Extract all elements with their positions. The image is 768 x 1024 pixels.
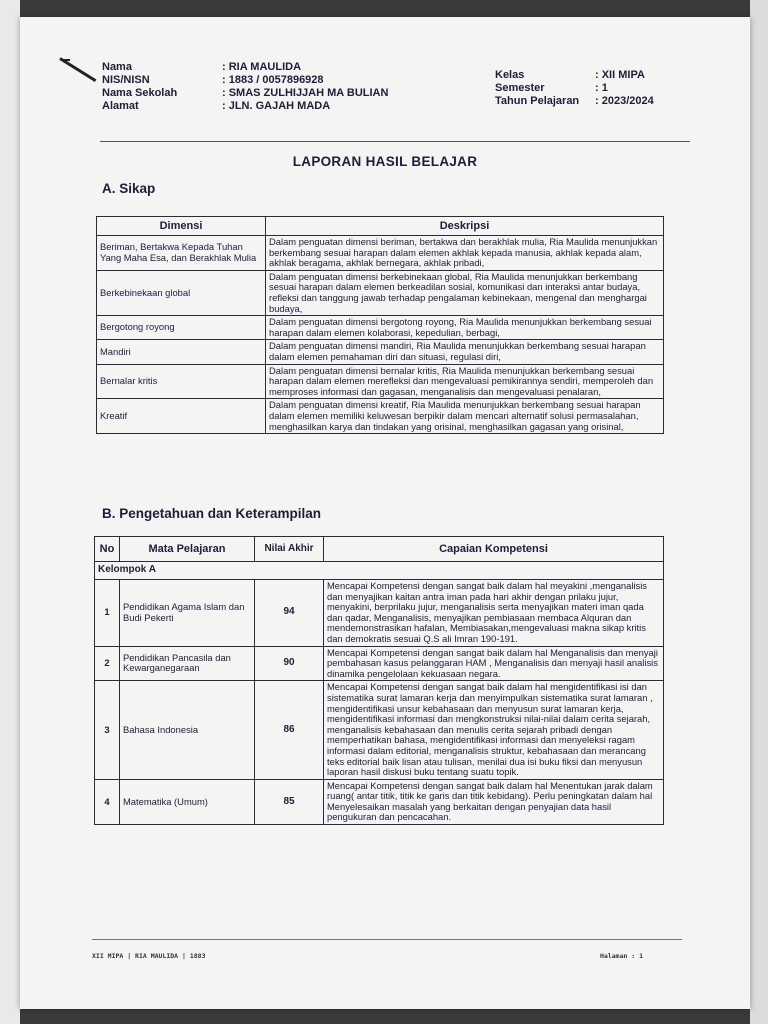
info-row-alamat [102, 100, 388, 113]
dimensi-cell: Bernalar kritis [97, 364, 266, 399]
capaian-cell: Mencapai Kompetensi dengan sangat baik dalam hal meyakini ,menganalisis dan menyajikan kaitan antra iman pada hari akhir dengan prilaku jujur, menyakini, berprilaku jujur, menganalisis serta menyajikan materi iman qada dan qadar, Menganalisis, menyajikan pembiasaan membaca Alquran dan mendemonstrasikan hafalan, Membiasakan,mengevaluasi makna sikap kritis dan demokratis sesuai Q.S ali Imran 190-191. [324, 580, 664, 647]
info-label: Kelas [495, 69, 525, 81]
info-value: : 2023/2024 [595, 95, 654, 107]
page-title: LAPORAN HASIL BELAJAR [292, 154, 478, 169]
capaian-cell: Mencapai Kompetensi dengan sangat baik dalam hal Menentukan jarak dalam ruang( antar titik, titik ke garis dan titik kebidang). Perlu peningkatan dalam hal Menyelesaikan masalah yang berkaitan dengan penyajian data hasil pengukuran dan pencacahan. [324, 779, 664, 824]
table-row [95, 779, 664, 824]
table-row [97, 364, 664, 399]
info-label: Nama [102, 61, 132, 73]
background-left [0, 0, 20, 1024]
info-row-sekolah [102, 87, 388, 100]
nilai-cell: 94 [255, 580, 324, 647]
info-label: Tahun Pelajaran [495, 95, 580, 107]
no-cell: 2 [95, 646, 120, 681]
footer-page-number: Halaman : 1 [600, 952, 644, 960]
sikap-table [96, 216, 664, 434]
column-header-capaian: Capaian Kompetensi [324, 537, 664, 562]
info-value: : XII MIPA [595, 69, 645, 81]
mapel-cell: Bahasa Indonesia [120, 681, 255, 779]
no-cell: 1 [95, 580, 120, 647]
info-label: Nama Sekolah [102, 87, 178, 99]
column-header-no: No [95, 537, 120, 562]
table-row [97, 270, 664, 315]
table-header-row [95, 537, 664, 562]
table-row [97, 316, 664, 340]
table-row [97, 236, 664, 271]
nilai-cell: 90 [255, 646, 324, 681]
table-row [97, 399, 664, 434]
info-label: NIS/NISN [102, 74, 150, 86]
info-value: : 1 [595, 82, 608, 94]
table-header-row [97, 217, 664, 236]
info-row-nama [102, 61, 388, 74]
dimensi-cell: Beriman, Bertakwa Kepada Tuhan Yang Maha Esa, dan Berakhlak Mulia [97, 236, 266, 271]
deskripsi-cell: Dalam penguatan dimensi bernalar kritis, Ria Maulida menunjukkan berkembang sesuai harapan dalam elemen merefleksi dan mengevaluasi pemikirannya sendiri, memperoleh dan memproses informasi dan gagasan, menganalisis dan mengevaluasi penalaran, [266, 364, 664, 399]
student-info [102, 61, 388, 113]
info-row-tahun [495, 95, 654, 108]
table-row [95, 646, 664, 681]
report-page [20, 17, 750, 1009]
deskripsi-cell: Dalam penguatan dimensi bergotong royong, Ria Maulida menunjukkan berkembang sesuai harapan dalam elemen kolaborasi, kepedulian, berbagi, [266, 316, 664, 340]
no-cell: 3 [95, 681, 120, 779]
mapel-cell: Pendidikan Pancasila dan Kewarganegaraan [120, 646, 255, 681]
capaian-cell: Mencapai Kompetensi dengan sangat baik dalam hal mengidentifikasi isi dan sistematika surat lamaran kerja dan menyimpulkan sistematika surat lamaran , mengidentifikasi unsur kebahasaan dan menyusun surat lamaran kerja, mengidentifikasi informasi dan mengkonstruksi nilai-nilai dalam cerita sejarah, menganalisis kebahasaan dan menulis cerita sejarah pribadi dengan memperhatikan bahasa, mengidentifikasi informasi dan menyeleksi ragam informasi dalam editorial, menganalisis struktur, kebahasaan dan merancang teks editorial baik lisan atau tulisan, menilai dua isi buku fiksi dan menyusun laporan hasil diskusi buku tentang suatu topik. [324, 681, 664, 779]
deskripsi-cell: Dalam penguatan dimensi berkebinekaan global, Ria Maulida menunjukkan berkembang sesuai harapan dalam elemen berkeadilan sosial, komunikasi dan interaksi antar budaya, refleksi dan tanggung jawab terhadap pengalaman kebinekaan, mengenal dan menghargai budaya, [266, 270, 664, 315]
column-header-nilai: Nilai Akhir [255, 537, 324, 562]
dimensi-cell: Kreatif [97, 399, 266, 434]
deskripsi-cell: Dalam penguatan dimensi beriman, bertakwa dan berakhlak mulia, Ria Maulida menunjukkan berkembang sesuai harapan dalam elemen akhlak kepada manusia, akhlak kepada alam, akhlak beragama, akhlak bernegara, akhlak pribadi, [266, 236, 664, 271]
info-row-nis [102, 74, 388, 87]
header-divider [100, 141, 690, 142]
group-row [95, 562, 664, 580]
info-row-kelas [495, 69, 654, 82]
nilai-cell: 85 [255, 779, 324, 824]
table-row [95, 580, 664, 647]
column-header-deskripsi: Deskripsi [266, 217, 664, 236]
deskripsi-cell: Dalam penguatan dimensi mandiri, Ria Maulida menunjukkan berkembang sesuai harapan dalam elemen pemahaman diri dan situasi, regulasi diri, [266, 340, 664, 364]
pen-mark-tick [62, 59, 70, 61]
pengetahuan-table [94, 536, 664, 825]
mapel-cell: Matematika (Umum) [120, 779, 255, 824]
dimensi-cell: Berkebinekaan global [97, 270, 266, 315]
footer-divider [92, 939, 682, 940]
capaian-cell: Mencapai Kompetensi dengan sangat baik dalam hal Menganalisis dan menyaji pembahasan kasus pelanggaran HAM , Menganalisis dan menyaji hasil analisis dinamika pengelolaan kekuasaan negara. [324, 646, 664, 681]
info-value: : SMAS ZULHIJJAH MA BULIAN [222, 87, 389, 99]
info-row-semester [495, 82, 654, 95]
dimensi-cell: Mandiri [97, 340, 266, 364]
table-row [97, 340, 664, 364]
info-value: : RIA MAULIDA [222, 61, 302, 73]
nilai-cell: 86 [255, 681, 324, 779]
mapel-cell: Pendidikan Agama Islam dan Budi Pekerti [120, 580, 255, 647]
info-value: : 1883 / 0057896928 [222, 74, 324, 86]
dimensi-cell: Bergotong royong [97, 316, 266, 340]
footer-identity: XII MIPA | RIA MAULIDA | 1883 [92, 952, 206, 960]
deskripsi-cell: Dalam penguatan dimensi kreatif, Ria Maulida menunjukkan berkembang sesuai harapan dalam elemen memiliki keluwesan berpikir dalam mencari alternatif solusi permasalahan, menghasilkan karya dan tindakan yang orisinal, menghasilkan gagasan yang orisinal, [266, 399, 664, 434]
info-value: : JLN. GAJAH MADA [222, 100, 331, 112]
class-info [495, 69, 654, 108]
group-label: Kelompok A [95, 562, 664, 580]
info-label: Semester [495, 82, 545, 94]
no-cell: 4 [95, 779, 120, 824]
background-right [750, 0, 768, 1024]
table-row [95, 681, 664, 779]
section-heading-pengetahuan: B. Pengetahuan dan Keterampilan [102, 506, 322, 521]
column-header-mapel: Mata Pelajaran [120, 537, 255, 562]
section-heading-sikap: A. Sikap [102, 181, 156, 196]
info-label: Alamat [102, 100, 139, 112]
column-header-dimensi: Dimensi [97, 217, 266, 236]
